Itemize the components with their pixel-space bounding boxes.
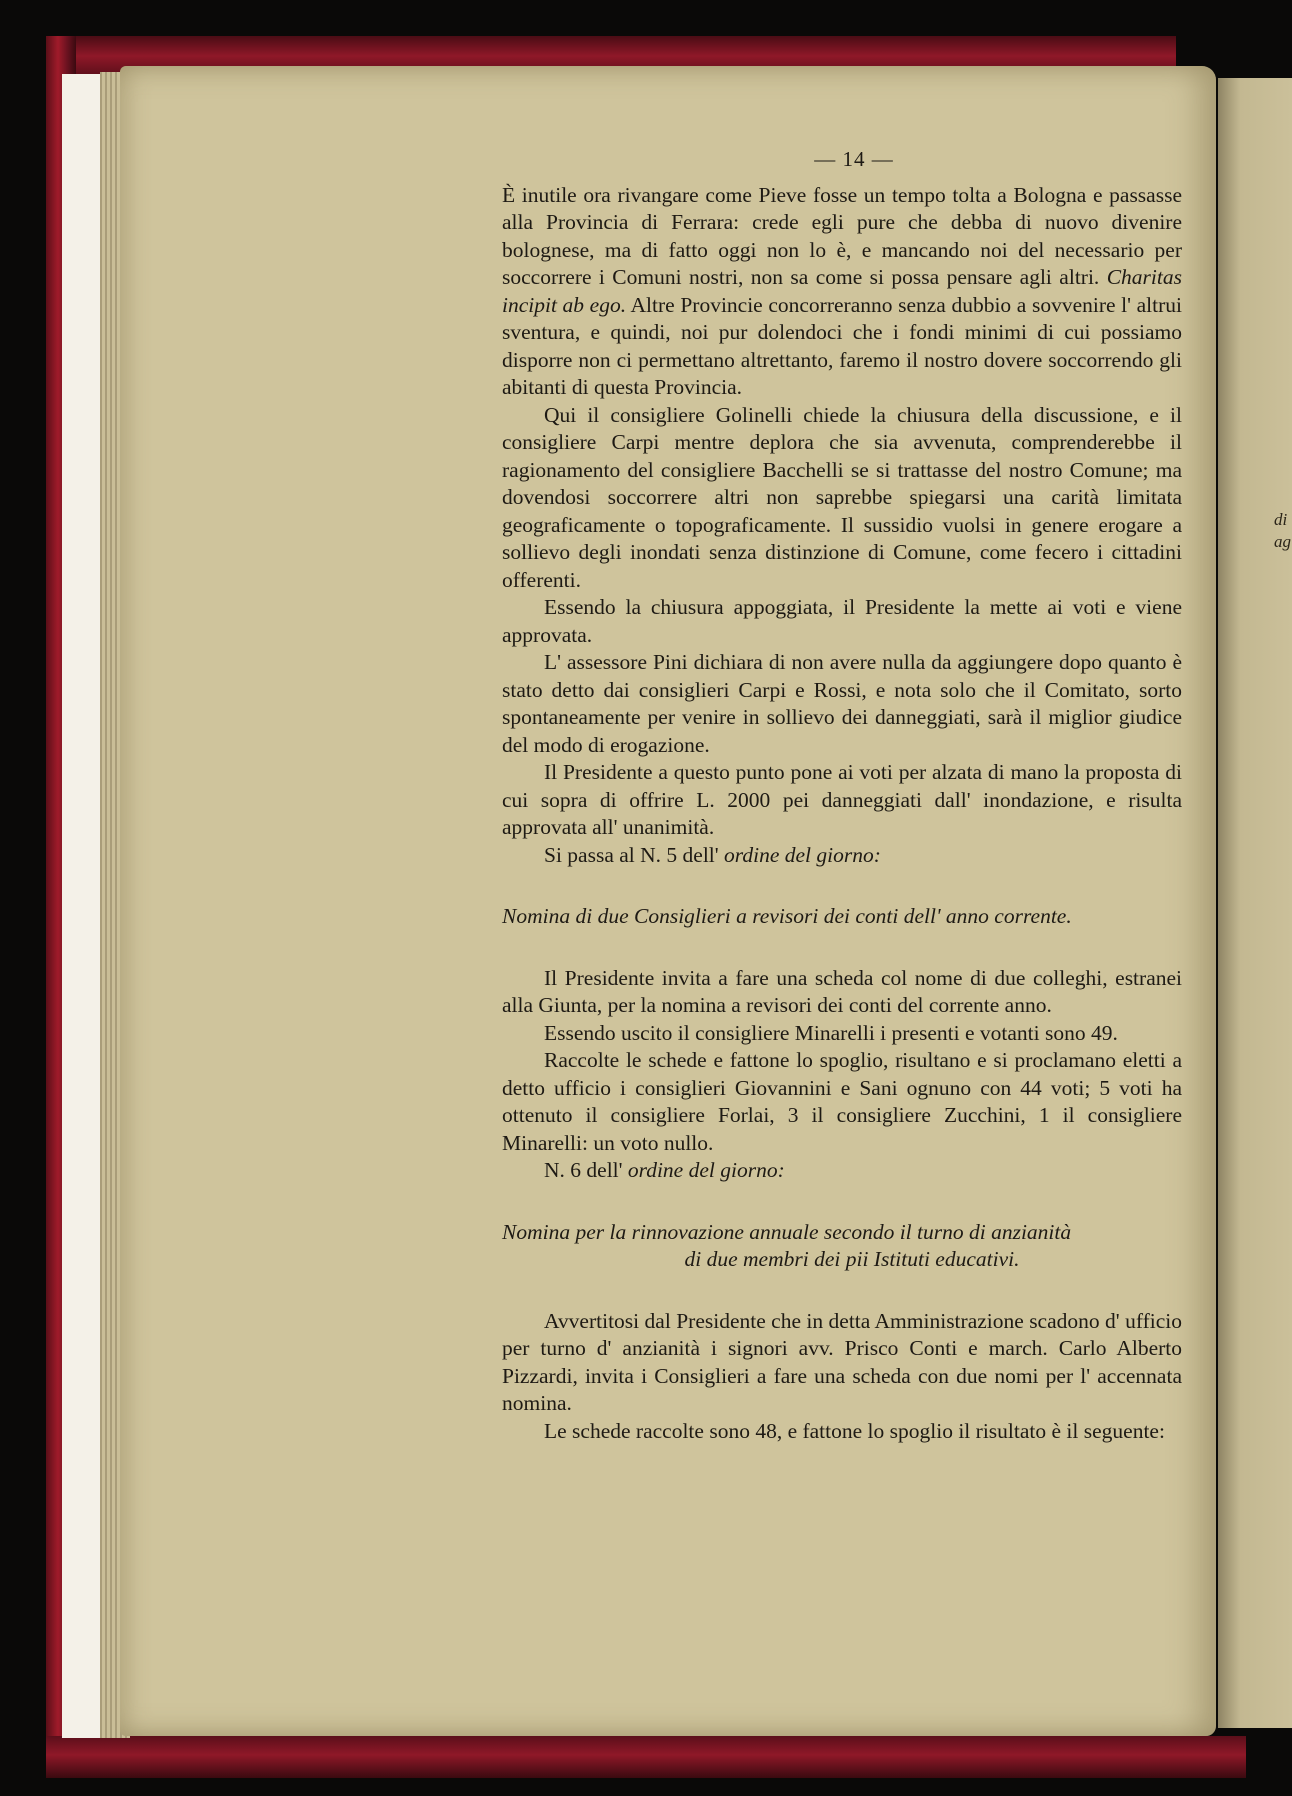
paragraph: Qui il consigliere Golinelli chiede la chiusura della discussione, e il consigliere Carpi mentre deplora che sia avvenuta, comprenderebbe il ragionamento del consigliere Bacchelli se si trattasse del nostro Comune; ma dovendosi soccorrere altri non saprebbe spiegarsi una carità limitata geograficamente o topograficamente. Il sussidio vuolsi in genere erogare a sollievo degli inondati senza distinzione di Comune, come fecero i cittadini offerenti. — [502, 402, 1182, 592]
paragraph: Il Presidente invita a fare una scheda col nome di due colleghi, estranei alla Giunta, per la nomina a revisori dei conti del corrente anno. — [502, 965, 1182, 1017]
paragraph: Essendo uscito il consigliere Minarelli i presenti e votanti sono 49. — [544, 1020, 1118, 1045]
paragraph: Le schede raccolte sono 48, e fattone lo spoglio il risultato è il seguente: — [544, 1418, 1165, 1443]
paragraph: L' assessore Pini dichiara di non avere nulla da aggiungere dopo quanto è stato detto dai consiglieri Carpi e Rossi, e nota solo che il Comitato, sorto spontaneamente per venire in sollievo dei danneggiati, sarà il miglior giudice del modo di erogazione. — [502, 650, 1182, 757]
paragraph: Il Presidente a questo punto pone ai voti per alzata di mano la proposta di cui sopra di offrire L. 2000 pei danneggiati dall' inondazione, e risulta approvata all' unanimità. — [502, 760, 1182, 839]
adjacent-page — [1218, 78, 1292, 1728]
paragraph: Avvertitosi dal Presidente che in detta Amministrazione scadono d' ufficio per turno d' anzianità i signori avv. Prisco Conti e march. Carlo Alberto Pizzardi, invita i Consiglieri a fare una scheda con due nomi per l' accennata nomina. — [502, 1308, 1182, 1415]
adjacent-page-fragment: ag — [1274, 532, 1291, 551]
section-heading-line-2: di due membri dei pii Istituti educativi. — [684, 1247, 1020, 1271]
paragraph: Essendo la chiusura appoggiata, il Presidente la mette ai voti e viene approvata. — [502, 595, 1182, 647]
adjacent-page-fragment: di — [1274, 510, 1288, 529]
paragraph: È inutile ora rivangare come Pieve fosse un tempo tolta a Bologna e passasse alla Provincia di Ferrara: crede egli pure che debba di nuovo divenire bolognese, ma di fatto oggi non lo è, e mancando noi del necessario per soccorrere i Comuni nostri, non sa come si possa pensare agli altri. Charitas incipit ab ego. Altre Provincie concorreranno senza dubbio a sovvenire l' altrui sventura, e quindi, noi pur dolendoci che i fondi minimi di cui possiamo disporre non ci permettano altrettanto, faremo il nostro dovere soccorrendo gli abitanti di questa Provincia. — [502, 182, 1182, 399]
paragraph: N. 6 dell' ordine del giorno: — [544, 1158, 785, 1182]
text-column — [502, 146, 1182, 1445]
page-number: — 14 — — [814, 147, 894, 171]
paragraph: Si passa al N. 5 dell' ordine del giorno: — [544, 842, 881, 867]
cover-binding-bottom — [46, 1736, 1246, 1778]
section-heading: Nomina per la rinnovazione annuale secondo il turno di anzianità — [502, 1219, 1072, 1244]
paragraph: Raccolte le schede e fattone lo spoglio, risultano e si proclamano eletti a detto ufficio i consiglieri Giovannini e Sani ognuno con 44 voti; 5 voti ha ottenuto il consigliere Forlai, 3 il consigliere Zucchini, 1 il consigliere Minarelli: un voto nullo. — [502, 1048, 1182, 1155]
section-heading: Nomina di due Consiglieri a revisori dei conti dell' anno corrente. — [502, 904, 1072, 928]
